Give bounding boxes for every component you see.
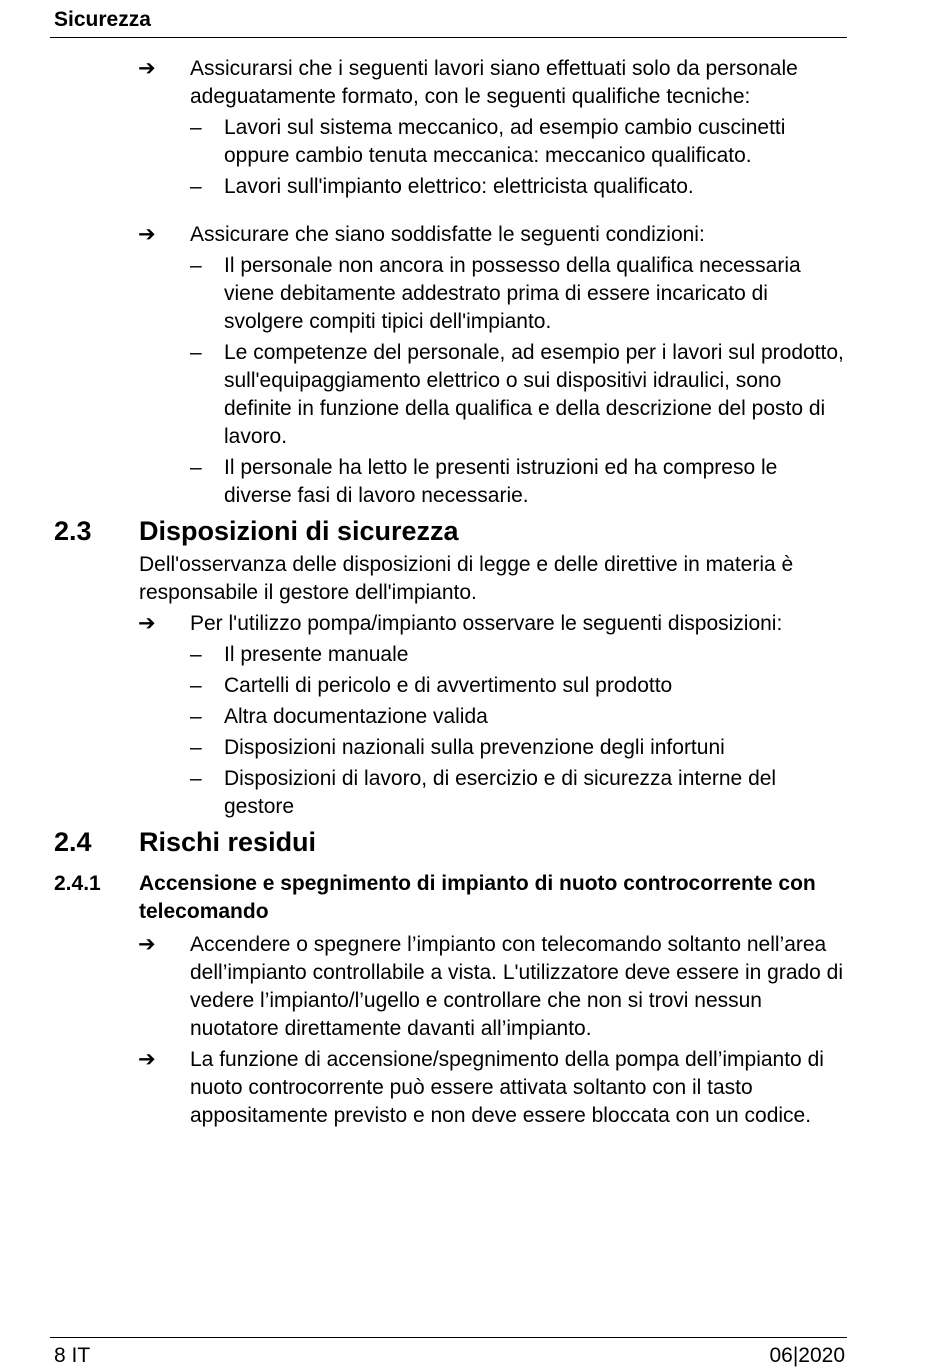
sub-list-item bbox=[190, 765, 845, 821]
sub-list-item-text: Cartelli di pericolo e di avvertimento sul prodotto bbox=[224, 674, 673, 697]
sub-list-item-text: Il personale ha letto le presenti istruzioni ed ha compreso le diverse fasi di lavoro necessarie. bbox=[224, 456, 778, 507]
sub-list-item bbox=[190, 703, 845, 731]
arrow-icon: ➔ bbox=[138, 1048, 156, 1071]
subsection-title: Accensione e spegnimento di impianto di nuoto controcorrente con telecomando bbox=[139, 872, 816, 923]
instruction-item bbox=[138, 55, 845, 201]
instruction-text: Per l'utilizzo pompa/impianto osservare le seguenti disposizioni: bbox=[190, 612, 783, 635]
sub-list-item bbox=[190, 173, 845, 201]
sub-list-item bbox=[190, 252, 845, 336]
dash-bullet: – bbox=[190, 175, 202, 198]
sub-list-item bbox=[190, 641, 845, 669]
arrow-icon: ➔ bbox=[138, 57, 156, 80]
dash-bullet: – bbox=[190, 736, 202, 759]
instruction-text: La funzione di accensione/spegnimento della pompa dell’impianto di nuoto controcorrente può essere attivata soltanto con il tasto appositamente previsto e non deve essere bloccata con un codice. bbox=[190, 1048, 824, 1127]
sub-list-item bbox=[190, 734, 845, 762]
running-header-title: Sicurezza bbox=[54, 8, 151, 31]
arrow-icon: ➔ bbox=[138, 933, 156, 956]
arrow-icon: ➔ bbox=[138, 223, 156, 246]
sub-list-item-text: Disposizioni di lavoro, di esercizio e di sicurezza interne del gestore bbox=[224, 767, 777, 818]
subsection-number: 2.4.1 bbox=[54, 872, 101, 895]
sub-list-item bbox=[190, 672, 845, 700]
sub-list-item-text: Il presente manuale bbox=[224, 643, 409, 666]
instruction-text: Assicurare che siano soddisfatte le seguenti condizioni: bbox=[190, 223, 705, 246]
dash-bullet: – bbox=[190, 767, 202, 790]
subsection-heading bbox=[0, 870, 950, 926]
dash-bullet: – bbox=[190, 341, 202, 364]
sub-list-item-text: Disposizioni nazionali sulla prevenzione degli infortuni bbox=[224, 736, 725, 759]
instruction-item bbox=[138, 1046, 845, 1130]
sub-list-item-text: Le competenze del personale, ad esempio per i lavori sul prodotto, sull'equipaggiamento elettrico o sui dispositivi idraulici, sono definite in funzione della qualifica e della descrizione del posto di lavoro. bbox=[224, 341, 844, 448]
sub-list-item-text: Il personale non ancora in possesso della qualifica necessaria viene debitamente addestrato prima di essere incaricato di svolgere compiti tipici dell'impianto. bbox=[224, 254, 801, 333]
section-title: Disposizioni di sicurezza bbox=[139, 516, 459, 546]
instruction-text: Accendere o spegnere l’impianto con telecomando soltanto nell’area dell’impianto controllabile a vista. L'utilizzatore deve essere in grado di vedere l’impianto/l’ugello e controllare che non si trovi nessun nuotatore direttamente davanti all’impianto. bbox=[190, 933, 844, 1040]
section-heading bbox=[0, 824, 950, 860]
sub-list bbox=[190, 114, 845, 201]
dash-bullet: – bbox=[190, 705, 202, 728]
section-title: Rischi residui bbox=[139, 827, 317, 857]
sub-list-item-text: Lavori sull'impianto elettrico: elettricista qualificato. bbox=[224, 175, 694, 198]
footer-rule bbox=[50, 1337, 847, 1338]
dash-bullet: – bbox=[190, 116, 202, 139]
section-number: 2.3 bbox=[54, 516, 92, 546]
instruction-text: Assicurarsi che i seguenti lavori siano effettuati solo da personale adeguatamente formato, con le seguenti qualifiche tecniche: bbox=[190, 57, 798, 108]
sub-list-item bbox=[190, 339, 845, 451]
sub-list-item-text: Altra documentazione valida bbox=[224, 705, 488, 728]
page-number: 8 IT bbox=[54, 1344, 91, 1367]
document-date: 06|2020 bbox=[769, 1344, 845, 1367]
sub-list bbox=[190, 252, 845, 510]
instruction-item bbox=[138, 610, 845, 821]
sub-list bbox=[190, 641, 845, 821]
dash-bullet: – bbox=[190, 456, 202, 479]
sub-list-item bbox=[190, 114, 845, 170]
instruction-item bbox=[138, 221, 845, 510]
dash-bullet: – bbox=[190, 254, 202, 277]
section-number: 2.4 bbox=[54, 827, 92, 857]
section-heading bbox=[0, 513, 950, 549]
header-rule bbox=[50, 37, 847, 38]
page-content bbox=[0, 55, 950, 1130]
sub-list-item-text: Lavori sul sistema meccanico, ad esempio cambio cuscinetti oppure cambio tenuta meccanica: meccanico qualificato. bbox=[224, 116, 786, 167]
dash-bullet: – bbox=[190, 674, 202, 697]
sub-list-item bbox=[190, 454, 845, 510]
arrow-icon: ➔ bbox=[138, 612, 156, 635]
dash-bullet: – bbox=[190, 643, 202, 666]
section-paragraph: Dell'osservanza delle disposizioni di legge e delle direttive in materia è responsabile il gestore dell'impianto. bbox=[139, 553, 794, 604]
instruction-item bbox=[138, 931, 845, 1043]
